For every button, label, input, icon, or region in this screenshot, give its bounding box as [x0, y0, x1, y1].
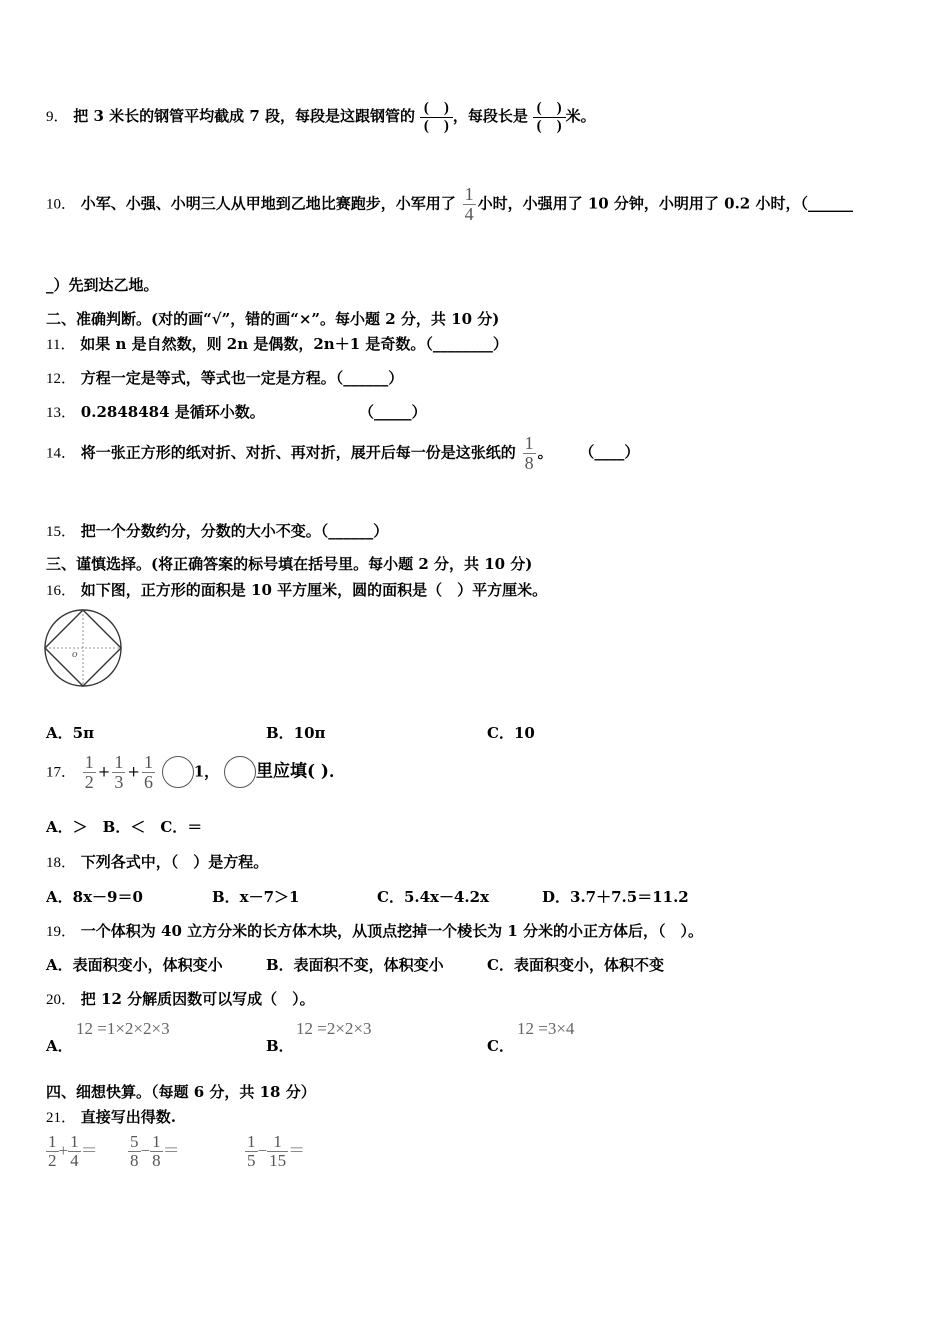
question-text: 1， [193, 762, 220, 781]
expression-2 [128, 1133, 180, 1170]
section-2-title: 二、准确判断。(对的画“√”，错的画“×”。每小题 2 分，共 10 分) [46, 310, 500, 328]
fraction-denominator: 5 [247, 1150, 256, 1170]
fraction-3 [142, 753, 155, 792]
question-text: 把 3 米长的钢管平均截成 7 段，每段是这跟钢管的 [73, 107, 416, 125]
equals-sign: ＝ [80, 1140, 98, 1160]
question-text: 直接写出得数. [80, 1108, 177, 1126]
question-11 [46, 333, 508, 354]
answer-blank-fraction[interactable] [420, 100, 453, 134]
question-19 [46, 920, 703, 941]
question-text: 。 [537, 443, 553, 462]
question-number: 15． [46, 524, 77, 540]
q17-options[interactable]: A．＞ B．＜ C．＝ [46, 818, 203, 836]
question-number: 19． [46, 924, 77, 940]
operator: − [257, 1140, 268, 1160]
center-label: o [72, 648, 78, 660]
question-20 [46, 988, 315, 1009]
question-14 [46, 434, 639, 473]
fraction-numerator: 1 [48, 1132, 57, 1151]
blank-denominator: ( ) [423, 117, 449, 134]
fraction-1 [83, 753, 96, 792]
fraction-denominator: 2 [48, 1150, 57, 1170]
option-b[interactable]: B．10π [266, 724, 326, 742]
question-text: 将一张正方形的纸对折、对折、再对折，展开后每一份是这张纸的 [80, 443, 516, 462]
question-text: 方程一定是等式，等式也一定是方程。（______） [80, 369, 404, 387]
section-3-title: 三、谨慎选择。(将正确答案的标号填在括号里。每小题 2 分，共 10 分) [46, 555, 533, 573]
question-number: 20． [46, 992, 77, 1008]
fraction-numerator: 1 [114, 752, 124, 772]
equals-sign: ＝ [288, 1140, 306, 1160]
circle-square-figure [42, 607, 124, 689]
fraction-numerator: 1 [267, 1133, 288, 1152]
question-16 [46, 579, 547, 600]
fraction-denominator: 15 [269, 1150, 287, 1170]
question-text: ，每段长是 [452, 107, 528, 125]
fraction-denominator: 8 [524, 452, 534, 473]
question-number: 17． [46, 764, 77, 781]
option-c[interactable]: C．10 [487, 724, 535, 742]
plus-sign: + [97, 762, 111, 781]
question-text: 如下图，正方形的面积是 10 平方厘米，圆的面积是（ ）平方厘米。 [80, 581, 548, 599]
question-number: 16． [46, 583, 77, 599]
fraction [463, 185, 476, 224]
question-text: 小军、小强、小明三人从甲地到乙地比赛跑步，小军用了 [80, 194, 456, 213]
question-number: 9． [46, 109, 69, 125]
question-text: 下列各式中，（ ）是方程。 [80, 853, 269, 871]
fraction-denominator: 8 [130, 1150, 139, 1170]
question-text: 米。 [565, 107, 596, 125]
answer-blank-fraction[interactable] [533, 100, 566, 134]
fraction-numerator: 1 [84, 752, 94, 772]
question-text: 一个体积为 40 立方分米的长方体木块，从顶点挖掉一个棱长为 1 分米的小正方体后，（ ）。 [80, 922, 704, 940]
option-b-expression: 12 =2×2×3 [296, 1019, 372, 1038]
compare-circle[interactable] [162, 756, 194, 788]
question-text: 如果 n 是自然数，则 2n 是偶数，2n＋1 是奇数。（________） [80, 335, 508, 353]
question-18 [46, 851, 268, 872]
question-text: 小时，小强用了 10 分钟，小明用了 0.2 小时，（______ [477, 194, 853, 213]
fraction-numerator: 1 [247, 1132, 256, 1151]
option-a[interactable]: A．8x－9＝0 [46, 888, 143, 906]
plus-sign: + [127, 762, 140, 781]
blank-numerator: ( ) [533, 100, 566, 118]
option-c[interactable]: C．5.4x－4.2x [377, 888, 490, 906]
question-text: 里应填( )． [255, 761, 346, 782]
fraction-denominator: 4 [70, 1150, 79, 1170]
answer-blank[interactable]: （____） [579, 443, 640, 462]
question-21 [46, 1106, 176, 1127]
fraction-denominator: 3 [114, 771, 124, 792]
fraction-denominator: 2 [84, 771, 94, 792]
fraction-numerator: 1 [464, 184, 474, 204]
operator: − [140, 1140, 151, 1160]
fraction-denominator: 8 [152, 1150, 161, 1170]
fraction-numerator: 1 [143, 752, 153, 772]
question-number: 18． [46, 855, 77, 871]
question-17 [46, 753, 346, 792]
blank-numerator: ( ) [420, 100, 453, 118]
option-c[interactable]: C．表面积变小，体积不变 [487, 956, 664, 974]
question-10 [46, 185, 853, 224]
answer-blank[interactable]: （_____） [359, 403, 427, 421]
option-a[interactable]: A．5π [46, 724, 95, 742]
operator: + [58, 1140, 69, 1160]
question-13 [46, 401, 427, 422]
equals-sign: ＝ [162, 1140, 180, 1160]
question-12 [46, 367, 403, 388]
option-b[interactable]: B．x－7＞1 [212, 888, 300, 906]
fraction [245, 1133, 258, 1170]
fraction [128, 1133, 141, 1170]
fraction-numerator: 1 [524, 433, 534, 453]
fraction-numerator: 5 [130, 1132, 139, 1151]
fraction [267, 1133, 288, 1170]
blank-denominator: ( ) [536, 117, 562, 134]
question-number: 14． [46, 445, 77, 462]
question-text: 把 12 分解质因数可以写成（ ）。 [80, 990, 315, 1008]
option-a-expression: 12 =1×2×2×3 [76, 1019, 170, 1038]
question-number: 13． [46, 405, 77, 421]
option-b-label[interactable]: B． [266, 1037, 294, 1055]
option-b[interactable]: B．表面积不变，体积变小 [266, 956, 444, 974]
question-text: 0.2848484 是循环小数。 [80, 403, 265, 421]
fraction [46, 1133, 59, 1170]
option-d[interactable]: D．3.7＋7.5＝11.2 [542, 888, 689, 906]
option-a[interactable]: A．表面积变小，体积变小 [46, 956, 223, 974]
question-10-continued: _）先到达乙地。 [46, 276, 159, 294]
compare-circle [224, 756, 256, 788]
fraction-denominator: 6 [143, 771, 153, 792]
fraction [523, 434, 536, 473]
option-c-label[interactable]: C． [487, 1037, 514, 1055]
fraction-2 [112, 753, 125, 792]
option-a-label[interactable]: A． [46, 1037, 73, 1055]
fraction [68, 1133, 81, 1170]
section-4-title: 四、细想快算。（每题 6 分，共 18 分） [46, 1083, 316, 1101]
fraction-numerator: 1 [152, 1132, 161, 1151]
expression-1 [46, 1133, 98, 1170]
fraction-denominator: 4 [464, 203, 474, 224]
question-number: 11． [46, 337, 76, 353]
expression-3 [245, 1133, 305, 1170]
question-number: 21． [46, 1110, 77, 1126]
fraction [150, 1133, 163, 1170]
option-c-expression: 12 =3×4 [517, 1019, 575, 1038]
question-text: 把一个分数约分，分数的大小不变。（______） [80, 522, 389, 540]
question-9 [46, 100, 596, 134]
question-15 [46, 520, 388, 541]
question-number: 12． [46, 371, 77, 387]
fraction-numerator: 1 [70, 1132, 79, 1151]
question-number: 10． [46, 196, 77, 213]
